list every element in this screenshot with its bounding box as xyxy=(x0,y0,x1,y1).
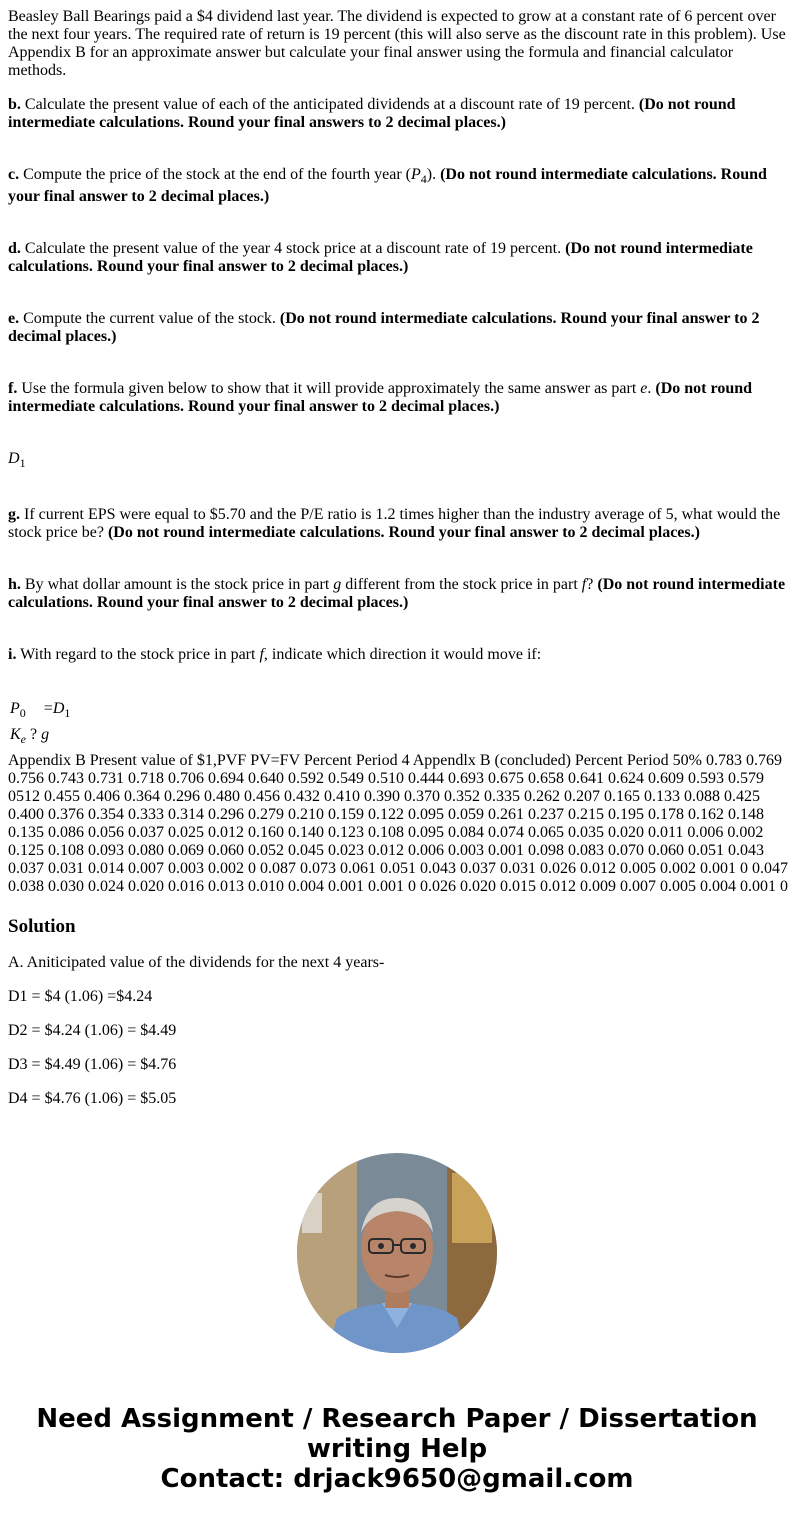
solution-heading: Solution xyxy=(8,916,76,937)
formula-numerator: $P_0 =D_1$ xyxy=(10,700,71,720)
problem-intro: Beasley Ball Bearings paid a $4 dividend last year. The dividend is expected to grow at a constant rate of 6 percent over the next four years. The required rate of return is 19 percent (this will also serve as the discount rate in this problem). Use Appendix B for an approximate answer but calculate your final answer using the formula and financial calculator methods. xyxy=(8,8,786,79)
formula-d1: $D_1$ xyxy=(8,450,26,470)
avatar-photo xyxy=(297,1153,497,1353)
solution-line: D2 = $4.24 (1.06) = $4.49 xyxy=(8,1022,177,1039)
question-g: g. If current EPS were equal to $5.70 and the P/E ratio is 1.2 times higher than the industry average of 5, what would the stock price be? (Do not round intermediate calculations. Round your final answer to 2 decimal places.) xyxy=(8,506,781,541)
question-e: e. Compute the current value of the stock. (Do not round intermediate calculations. Round your final answer to 2 decimal places.) xyxy=(8,310,760,345)
gordon-formula xyxy=(10,698,788,750)
question-b: b. Calculate the present value of each of the anticipated dividends at a discount rate of 19 percent. (Do not round intermediate calculations. Round your final answers to 2 decimal places.) xyxy=(8,96,736,131)
question-h: h. By what dollar amount is the stock price in part g different from the stock price in part f? (Do not round intermediate calculations. Round your final answer to 2 decimal places.) xyxy=(8,576,786,611)
question-i: i. With regard to the stock price in part f, indicate which direction it would move if: xyxy=(8,646,542,663)
question-d: d. Calculate the present value of the year 4 stock price at a discount rate of 19 percent. (Do not round intermediate calculations. Round your final answer to 2 decimal places.) xyxy=(8,240,753,275)
promo-line-1: Need Assignment / Research Paper / Dissertation writing Help xyxy=(36,1404,758,1464)
question-c: c. Compute the price of the stock at the end of the fourth year $(P_4)$. (Do not round intermediate calculations. Round your final answer to 2 decimal places.) xyxy=(8,166,767,205)
solution-line: D1 = $4 (1.06) =$4.24 xyxy=(8,988,153,1005)
solution-line: D4 = $4.76 (1.06) = $5.05 xyxy=(8,1090,177,1107)
document xyxy=(8,8,788,1108)
contact-email[interactable]: Contact: drjack9650@gmail.com xyxy=(160,1464,634,1494)
promo-footer xyxy=(0,1404,794,1494)
solution-body xyxy=(8,954,788,1108)
question-f: f. Use the formula given below to show that it will provide approximately the same answer as part e. (Do not round intermediate calculations. Round your final answer to 2 decimal places.) xyxy=(8,380,753,415)
person-portrait-icon xyxy=(297,1153,497,1353)
appendix-table-text: Appendix B Present value of $1,PVF PV=FV Percent Period 4 Appendlx B (concluded) Percent Period 50% 0.783 0.769 0.756 0.743 0.731 0.718 0.706 0.694 0.640 0.592 0.549 0.510 0.444 0.693 0.675 0.658 0.641 0.624 0.609 0.593 0.579 0512 0.455 0.406 0.364 0.296 0.480 0.456 0.432 0.410 0.390 0.370 0.352 0.335 0.262 0.207 0.165 0.133 0.088 0.425 0.400 0.376 0.354 0.333 0.314 0.296 0.279 0.210 0.159 0.122 0.095 0.059 0.261 0.237 0.215 0.195 0.178 0.162 0.148 0.135 0.086 0.056 0.037 0.025 0.012 0.160 0.140 0.123 0.108 0.095 0.084 0.074 0.065 0.035 0.020 0.011 0.006 0.002 0.125 0.108 0.093 0.080 0.069 0.060 0.052 0.045 0.023 0.012 0.006 0.003 0.001 0.098 0.083 0.070 0.060 0.051 0.043 0.037 0.031 0.014 0.007 0.003 0.002 0 0.087 0.073 0.061 0.051 0.043 0.037 0.031 0.026 0.012 0.005 0.002 0.001 0 0.047 0.038 0.030 0.024 0.020 0.016 0.013 0.010 0.004 0.001 0.001 0 0.026 0.020 0.015 0.012 0.009 0.007 0.005 0.004 0.001 0 xyxy=(8,752,788,895)
author-avatar xyxy=(297,1153,497,1353)
solution-line: A. Aniticipated value of the dividends for the next 4 years- xyxy=(8,954,385,971)
solution-line: D3 = $4.49 (1.06) = $4.76 xyxy=(8,1056,177,1073)
formula-denominator: $K_e$ ? g xyxy=(10,726,50,746)
